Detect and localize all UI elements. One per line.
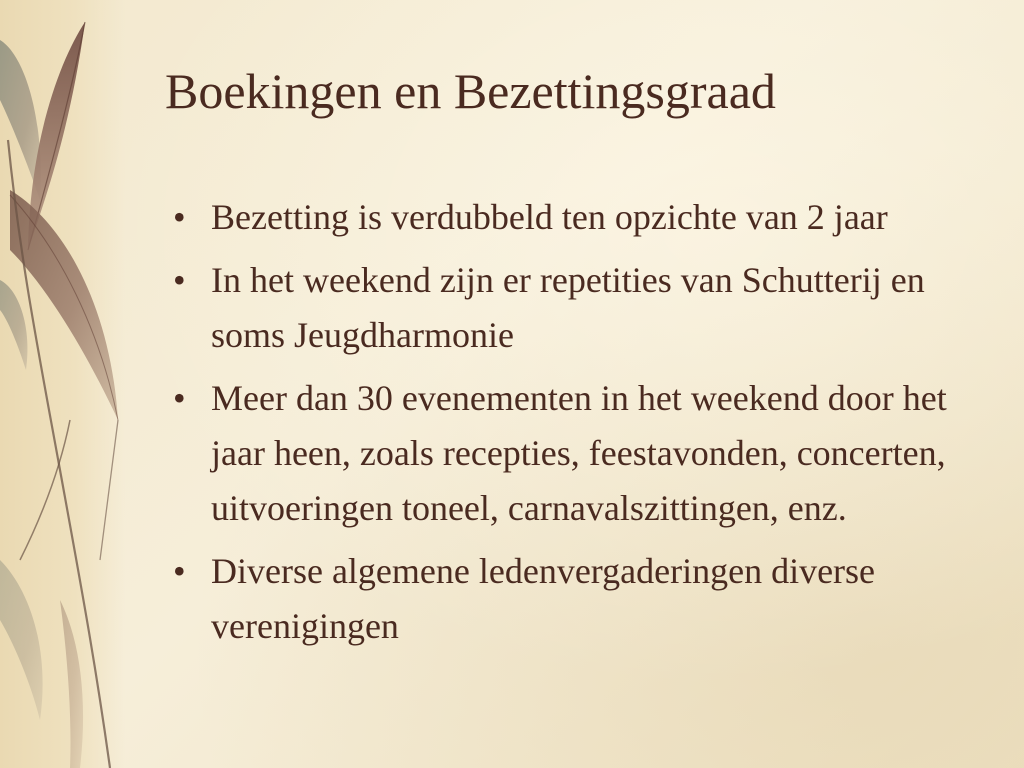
bullet-icon: • <box>173 260 186 300</box>
bullet-list <box>165 190 975 662</box>
page-title: Boekingen en Bezettingsgraad <box>165 63 776 119</box>
list-item-text: In het weekend zijn er repetities van Schutterij en soms Jeugdharmonie <box>211 260 925 355</box>
bullet-icon: • <box>173 551 186 591</box>
bullet-icon: • <box>173 197 186 237</box>
list-item <box>165 190 975 245</box>
list-item <box>165 253 975 363</box>
bullet-icon: • <box>173 378 186 418</box>
dried-leaves-branch-icon <box>0 0 160 768</box>
list-item-text: Meer dan 30 evenementen in het weekend door het jaar heen, zoals recepties, feestavonden, concerten, uitvoeringen toneel, carnavalszittingen, enz. <box>211 378 947 528</box>
list-item <box>165 544 975 654</box>
list-item <box>165 371 975 536</box>
list-item-text: Bezetting is verdubbeld ten opzichte van 2 jaar <box>211 197 888 237</box>
list-item-text: Diverse algemene ledenvergaderingen diverse verenigingen <box>211 551 876 646</box>
